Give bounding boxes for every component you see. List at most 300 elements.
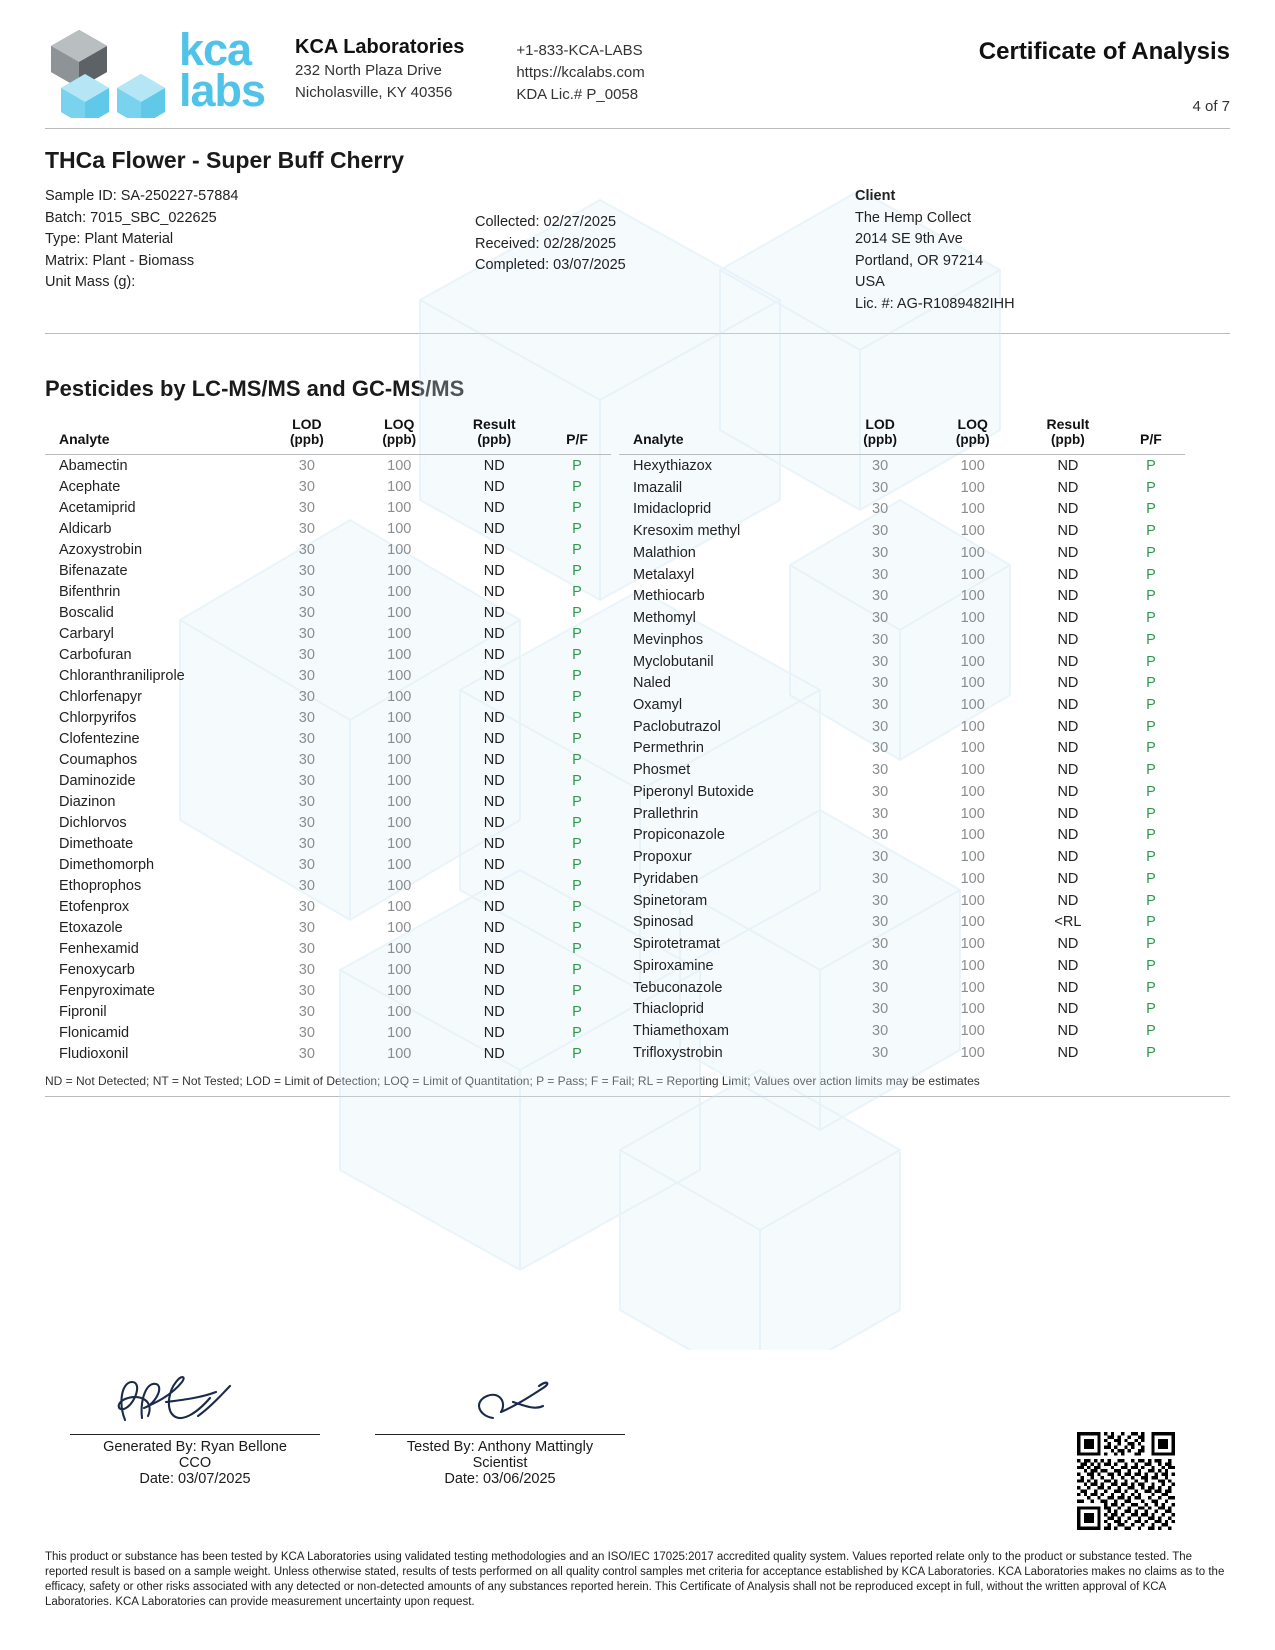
cell-analyte: Piperonyl Butoxide xyxy=(633,783,754,800)
cell-loq: 100 xyxy=(960,718,985,735)
cell-pf: P xyxy=(572,709,582,726)
cell-lod: 30 xyxy=(872,653,889,670)
cell-result: ND xyxy=(483,520,505,537)
lab-website[interactable]: https://kcalabs.com xyxy=(516,64,645,81)
cell-result: ND xyxy=(483,898,505,915)
cell-loq: 100 xyxy=(960,936,985,953)
cell-lod: 30 xyxy=(298,688,315,705)
cell-analyte: Carbofuran xyxy=(59,646,132,663)
cell-pf: P xyxy=(572,1003,582,1020)
cell-analyte: Clofentezine xyxy=(59,730,140,747)
cell-result: ND xyxy=(1057,892,1079,909)
cell-pf: P xyxy=(1146,631,1156,648)
table-row xyxy=(619,672,1185,694)
table-row xyxy=(619,585,1185,607)
cell-analyte: Hexythiazox xyxy=(633,457,712,474)
cell-analyte: Dichlorvos xyxy=(59,814,127,831)
cell-loq: 100 xyxy=(387,541,412,558)
table-row xyxy=(619,868,1185,890)
sample-dates xyxy=(475,186,855,315)
cell-lod: 30 xyxy=(872,849,889,866)
date-received: Received: 02/28/2025 xyxy=(475,235,617,252)
cell-pf: P xyxy=(1146,914,1156,931)
cell-pf: P xyxy=(572,961,582,978)
client-name: The Hemp Collect xyxy=(855,209,972,226)
cell-pf: P xyxy=(1146,610,1156,627)
table-row xyxy=(45,959,611,980)
col-loq xyxy=(353,416,445,449)
cell-pf: P xyxy=(1146,762,1156,779)
cell-lod: 30 xyxy=(298,961,315,978)
cell-pf: P xyxy=(1146,979,1156,996)
table-row xyxy=(619,759,1185,781)
cell-analyte: Kresoxim methyl xyxy=(633,523,741,540)
cell-analyte: Abamectin xyxy=(59,457,128,474)
cell-analyte: Mevinphos xyxy=(633,631,704,648)
cell-lod: 30 xyxy=(872,696,889,713)
signature-tested xyxy=(375,1372,625,1487)
lab-contact xyxy=(516,40,644,106)
cell-analyte: Chlorpyrifos xyxy=(59,709,137,726)
cell-pf: P xyxy=(1146,653,1156,670)
cell-lod: 30 xyxy=(298,751,315,768)
cell-pf: P xyxy=(572,625,582,642)
col-loq-unit: (ppb) xyxy=(382,432,417,447)
cell-pf: P xyxy=(572,898,582,915)
cell-pf: P xyxy=(572,730,582,747)
table-row xyxy=(619,933,1185,955)
cell-analyte: Malathion xyxy=(633,544,696,561)
table-row xyxy=(619,455,1185,477)
cell-lod: 30 xyxy=(872,805,889,822)
cell-lod: 30 xyxy=(298,541,315,558)
table-row xyxy=(45,539,611,560)
col-loq xyxy=(926,416,1019,449)
cell-result: ND xyxy=(1057,479,1079,496)
cell-loq: 100 xyxy=(387,688,412,705)
col-pf xyxy=(543,416,611,449)
table-head-left xyxy=(45,416,611,455)
cell-pf: P xyxy=(1146,892,1156,909)
cell-analyte: Flonicamid xyxy=(59,1024,130,1041)
cell-result: ND xyxy=(483,751,505,768)
table-row xyxy=(45,623,611,644)
cell-loq: 100 xyxy=(960,914,985,931)
cell-analyte: Prallethrin xyxy=(633,805,699,822)
cell-analyte: Spinetoram xyxy=(633,892,708,909)
cell-lod: 30 xyxy=(298,1024,315,1041)
cell-pf: P xyxy=(1146,566,1156,583)
cell-pf: P xyxy=(572,751,582,768)
cell-pf: P xyxy=(572,940,582,957)
table-row xyxy=(619,977,1185,999)
cell-pf: P xyxy=(1146,523,1156,540)
cell-analyte: Bifenazate xyxy=(59,562,128,579)
cell-analyte: Carbaryl xyxy=(59,625,114,642)
lab-address-line1: 232 North Plaza Drive xyxy=(295,62,442,79)
lab-name: KCA Laboratories xyxy=(295,36,465,58)
table-row xyxy=(45,1043,611,1064)
table-row xyxy=(45,875,611,896)
client-country: USA xyxy=(855,274,885,290)
date-completed: Completed: 03/07/2025 xyxy=(475,257,626,273)
cell-pf: P xyxy=(572,1024,582,1041)
kca-logo-wordmark xyxy=(179,24,266,116)
table-row xyxy=(619,542,1185,564)
cell-result: ND xyxy=(483,730,505,747)
table-row xyxy=(45,665,611,686)
cell-loq: 100 xyxy=(387,940,412,957)
cell-loq: 100 xyxy=(960,1022,985,1039)
cell-lod: 30 xyxy=(298,709,315,726)
cell-result: ND xyxy=(1057,827,1079,844)
header-divider xyxy=(45,128,1230,129)
table-row xyxy=(45,854,611,875)
cell-lod: 30 xyxy=(298,730,315,747)
cell-lod: 30 xyxy=(872,783,889,800)
cell-pf: P xyxy=(1146,588,1156,605)
cell-loq: 100 xyxy=(387,835,412,852)
cell-analyte: Propiconazole xyxy=(633,827,725,844)
cell-pf: P xyxy=(1146,936,1156,953)
tested-by-name: Tested By: Anthony Mattingly xyxy=(406,1439,594,1455)
cell-pf: P xyxy=(1146,783,1156,800)
cell-loq: 100 xyxy=(387,667,412,684)
cell-loq: 100 xyxy=(960,501,985,518)
cell-result: ND xyxy=(483,499,505,516)
cell-loq: 100 xyxy=(387,499,412,516)
client-label: Client xyxy=(855,188,896,204)
cell-result: ND xyxy=(483,478,505,495)
col-result-unit: (ppb) xyxy=(1051,432,1085,447)
cell-analyte: Dimethoate xyxy=(59,835,134,852)
page-title: THCa Flower - Super Buff Cherry xyxy=(45,147,405,173)
sample-type: Type: Plant Material xyxy=(45,231,174,247)
table-row xyxy=(45,476,611,497)
sample-divider xyxy=(45,333,1230,334)
cell-result: ND xyxy=(1057,805,1079,822)
cell-loq: 100 xyxy=(960,523,985,540)
cell-pf: P xyxy=(1146,827,1156,844)
cell-analyte: Fenoxycarb xyxy=(59,961,135,978)
cell-analyte: Azoxystrobin xyxy=(59,541,143,558)
col-loq-label: LOQ xyxy=(384,416,415,432)
table-row xyxy=(45,497,611,518)
cell-analyte: Thiamethoxam xyxy=(633,1022,729,1039)
cell-pf: P xyxy=(572,835,582,852)
cell-lod: 30 xyxy=(298,457,315,474)
table-body-left xyxy=(45,455,611,1065)
table-row xyxy=(45,833,611,854)
col-result xyxy=(445,416,543,449)
qr-code[interactable] xyxy=(1077,1432,1175,1530)
table-row xyxy=(619,651,1185,673)
cell-result: ND xyxy=(483,835,505,852)
cell-lod: 30 xyxy=(298,898,315,915)
cell-pf: P xyxy=(572,646,582,663)
cell-pf: P xyxy=(1146,501,1156,518)
cell-lod: 30 xyxy=(298,520,315,537)
cell-pf: P xyxy=(1146,457,1156,474)
cell-pf: P xyxy=(572,604,582,621)
section-title: Pesticides by LC-MS/MS and GC-MS/MS xyxy=(45,376,465,401)
cell-loq: 100 xyxy=(387,604,412,621)
cell-analyte: Spiroxamine xyxy=(633,957,714,974)
cell-pf: P xyxy=(572,1045,582,1062)
cell-loq: 100 xyxy=(960,957,985,974)
cell-pf: P xyxy=(572,478,582,495)
cell-loq: 100 xyxy=(960,696,985,713)
col-pf-label: P/F xyxy=(566,431,588,447)
col-lod-unit: (ppb) xyxy=(289,432,324,447)
cell-result: ND xyxy=(1057,588,1079,605)
table-row xyxy=(45,791,611,812)
col-lod xyxy=(261,416,353,449)
table-row xyxy=(45,602,611,623)
cell-lod: 30 xyxy=(872,457,889,474)
cell-lod: 30 xyxy=(298,835,315,852)
cell-analyte: Phosmet xyxy=(633,762,691,779)
table-row xyxy=(45,560,611,581)
table-row xyxy=(619,629,1185,651)
signature-image-tested xyxy=(375,1372,625,1434)
table-row xyxy=(619,738,1185,760)
table-row xyxy=(619,716,1185,738)
cell-loq: 100 xyxy=(387,877,412,894)
cell-analyte: Naled xyxy=(633,675,671,692)
cell-lod: 30 xyxy=(872,1001,889,1018)
cell-pf: P xyxy=(572,793,582,810)
cell-lod: 30 xyxy=(872,914,889,931)
cell-lod: 30 xyxy=(872,740,889,757)
sample-id: Sample ID: SA-250227-57884 xyxy=(45,188,239,204)
col-lod xyxy=(834,416,927,449)
coa-header-right xyxy=(979,38,1230,115)
col-result-label: Result xyxy=(1046,416,1090,432)
table-row xyxy=(45,770,611,791)
client-address-1: 2014 SE 9th Ave xyxy=(855,231,963,247)
cell-analyte: Fipronil xyxy=(59,1003,107,1020)
cell-lod: 30 xyxy=(298,1045,315,1062)
cell-lod: 30 xyxy=(298,646,315,663)
table-row xyxy=(45,581,611,602)
generated-by-role: CCO xyxy=(178,1455,212,1471)
cell-lod: 30 xyxy=(872,870,889,887)
cell-loq: 100 xyxy=(960,892,985,909)
table-row xyxy=(45,980,611,1001)
cell-loq: 100 xyxy=(387,982,412,999)
cell-lod: 30 xyxy=(872,479,889,496)
generated-by-name: Generated By: Ryan Bellone xyxy=(103,1439,287,1455)
cell-analyte: Bifenthrin xyxy=(59,583,121,600)
logo-kca-text: kca xyxy=(179,24,252,75)
cell-analyte: Tebuconazole xyxy=(633,979,723,996)
cell-loq: 100 xyxy=(960,1044,985,1061)
signature-line-tested xyxy=(375,1434,625,1435)
cell-analyte: Propoxur xyxy=(633,849,692,866)
table-header-row xyxy=(45,416,611,449)
table-head-right xyxy=(619,416,1185,455)
cell-loq: 100 xyxy=(387,814,412,831)
cell-pf: P xyxy=(1146,479,1156,496)
sample-info-left xyxy=(45,186,475,315)
table-row xyxy=(45,749,611,770)
cell-analyte: Trifloxystrobin xyxy=(633,1044,723,1061)
cell-loq: 100 xyxy=(960,631,985,648)
signature-area xyxy=(45,1372,1230,1532)
cell-lod: 30 xyxy=(298,814,315,831)
cell-loq: 100 xyxy=(960,479,985,496)
cell-lod: 30 xyxy=(872,892,889,909)
cell-lod: 30 xyxy=(298,667,315,684)
cell-analyte: Etofenprox xyxy=(59,898,130,915)
col-result-label: Result xyxy=(472,416,516,432)
cell-result: ND xyxy=(1057,610,1079,627)
cell-loq: 100 xyxy=(960,979,985,996)
col-pf-label: P/F xyxy=(1140,431,1162,447)
cell-loq: 100 xyxy=(960,740,985,757)
cell-lod: 30 xyxy=(298,604,315,621)
tested-by-role: Scientist xyxy=(472,1455,528,1471)
table-row xyxy=(619,564,1185,586)
cell-loq: 100 xyxy=(960,610,985,627)
cell-lod: 30 xyxy=(872,1022,889,1039)
table-row xyxy=(45,644,611,665)
signature-line-generated xyxy=(70,1434,320,1435)
tested-date: Date: 03/06/2025 xyxy=(444,1471,556,1487)
table-row xyxy=(619,781,1185,803)
cell-result: ND xyxy=(483,709,505,726)
cell-lod: 30 xyxy=(298,499,315,516)
table-row xyxy=(45,896,611,917)
cell-result: ND xyxy=(1057,457,1079,474)
cell-result: ND xyxy=(483,646,505,663)
cell-loq: 100 xyxy=(387,562,412,579)
cell-lod: 30 xyxy=(872,501,889,518)
cell-lod: 30 xyxy=(298,919,315,936)
table-row xyxy=(45,728,611,749)
cell-loq: 100 xyxy=(960,870,985,887)
cell-result: ND xyxy=(483,856,505,873)
signature-image-generated xyxy=(70,1372,320,1434)
cell-loq: 100 xyxy=(387,856,412,873)
cell-pf: P xyxy=(1146,718,1156,735)
cell-pf: P xyxy=(572,982,582,999)
cell-result: ND xyxy=(1057,740,1079,757)
footnote-divider xyxy=(45,1096,1230,1097)
cell-pf: P xyxy=(1146,740,1156,757)
cell-lod: 30 xyxy=(872,1044,889,1061)
cell-result: <RL xyxy=(1054,914,1082,931)
cell-loq: 100 xyxy=(387,1003,412,1020)
cell-analyte: Chloranthraniliprole xyxy=(59,667,185,684)
cell-analyte: Diazinon xyxy=(59,793,116,810)
cell-pf: P xyxy=(1146,675,1156,692)
client-info xyxy=(855,186,1015,315)
table-row xyxy=(45,686,611,707)
table-row xyxy=(619,694,1185,716)
cell-result: ND xyxy=(1057,979,1079,996)
cell-loq: 100 xyxy=(387,625,412,642)
cell-loq: 100 xyxy=(960,762,985,779)
sample-info xyxy=(45,186,1230,315)
cell-result: ND xyxy=(483,562,505,579)
table-row xyxy=(45,707,611,728)
cell-analyte: Coumaphos xyxy=(59,751,138,768)
cell-loq: 100 xyxy=(387,751,412,768)
table-row xyxy=(619,825,1185,847)
col-lod-label: LOD xyxy=(292,416,322,432)
cell-lod: 30 xyxy=(298,940,315,957)
cell-loq: 100 xyxy=(387,1024,412,1041)
cell-pf: P xyxy=(1146,957,1156,974)
cell-result: ND xyxy=(1057,1044,1079,1061)
table-row xyxy=(619,955,1185,977)
cell-pf: P xyxy=(1146,1001,1156,1018)
cell-pf: P xyxy=(572,772,582,789)
cell-result: ND xyxy=(1057,957,1079,974)
cell-pf: P xyxy=(572,520,582,537)
cell-result: ND xyxy=(483,457,505,474)
cell-analyte: Pyridaben xyxy=(633,870,699,887)
cell-lod: 30 xyxy=(872,544,889,561)
cell-result: ND xyxy=(483,541,505,558)
cell-analyte: Imazalil xyxy=(633,479,683,496)
table-row xyxy=(619,803,1185,825)
cell-pf: P xyxy=(572,877,582,894)
cell-analyte: Paclobutrazol xyxy=(633,718,721,735)
cell-result: ND xyxy=(1057,762,1079,779)
cell-loq: 100 xyxy=(960,1001,985,1018)
cell-lod: 30 xyxy=(872,762,889,779)
cell-lod: 30 xyxy=(872,566,889,583)
cell-lod: 30 xyxy=(872,827,889,844)
cell-analyte: Fenpyroximate xyxy=(59,982,155,999)
lab-address-line2: Nicholasville, KY 40356 xyxy=(295,84,453,101)
cell-result: ND xyxy=(1057,849,1079,866)
cell-result: ND xyxy=(1057,1022,1079,1039)
cell-analyte: Acetamiprid xyxy=(59,499,136,516)
client-license: Lic. #: AG-R1089482IHH xyxy=(855,295,1015,312)
cell-lod: 30 xyxy=(298,793,315,810)
generated-date: Date: 03/07/2025 xyxy=(139,1471,251,1487)
cell-pf: P xyxy=(1146,544,1156,561)
col-lod-unit: (ppb) xyxy=(863,432,897,447)
cell-pf: P xyxy=(1146,805,1156,822)
cell-loq: 100 xyxy=(387,709,412,726)
cell-analyte: Imidacloprid xyxy=(633,501,712,518)
cell-analyte: Spirotetramat xyxy=(633,936,721,953)
cell-loq: 100 xyxy=(960,849,985,866)
cell-loq: 100 xyxy=(387,1045,412,1062)
cell-lod: 30 xyxy=(872,610,889,627)
cell-result: ND xyxy=(483,667,505,684)
cell-analyte: Boscalid xyxy=(59,604,114,621)
cell-analyte: Metalaxyl xyxy=(633,566,695,583)
cell-result: ND xyxy=(1057,631,1079,648)
table-row xyxy=(619,1020,1185,1042)
cell-result: ND xyxy=(1057,936,1079,953)
cell-pf: P xyxy=(572,457,582,474)
cell-pf: P xyxy=(572,562,582,579)
cell-result: ND xyxy=(483,604,505,621)
col-analyte-label: Analyte xyxy=(633,431,684,447)
cell-result: ND xyxy=(483,1045,505,1062)
cell-loq: 100 xyxy=(387,520,412,537)
cell-lod: 30 xyxy=(298,562,315,579)
cell-pf: P xyxy=(1146,849,1156,866)
cell-analyte: Daminozide xyxy=(59,772,136,789)
